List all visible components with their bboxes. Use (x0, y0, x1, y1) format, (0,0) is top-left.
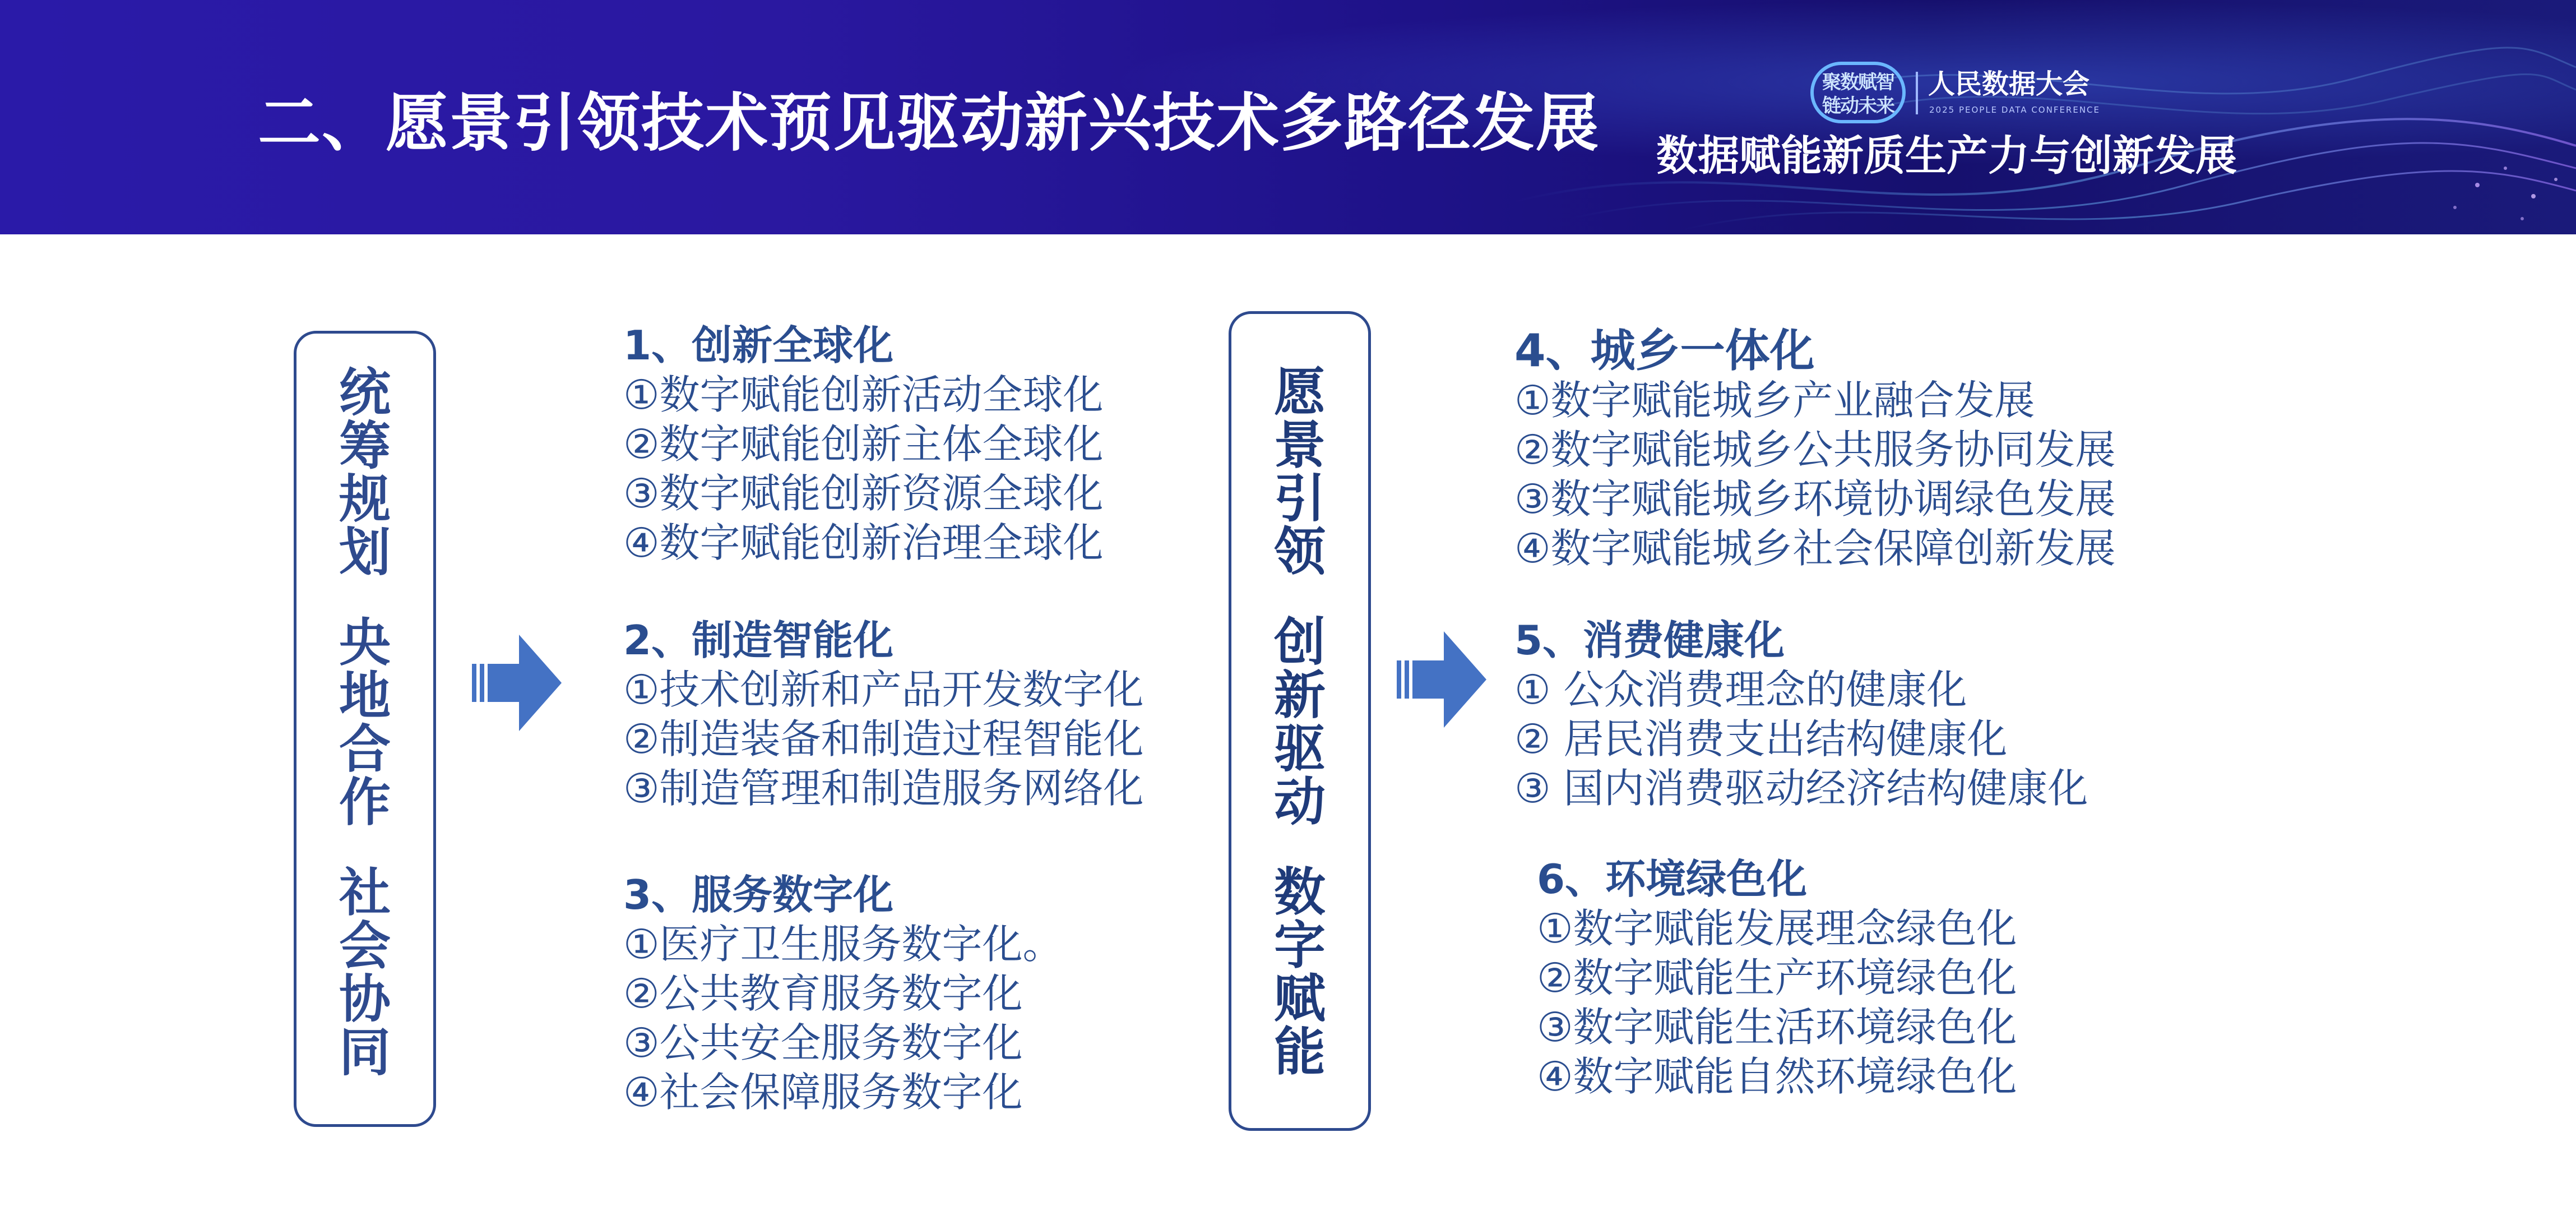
header-banner (0, 0, 2576, 234)
vertical-char: 同 (339, 1023, 391, 1083)
left-group-1 (337, 363, 393, 583)
vertical-char: 协 (339, 969, 391, 1029)
left-vertical-box (294, 331, 436, 1127)
vertical-char: 赋 (1273, 969, 1326, 1029)
vertical-char: 愿 (1273, 362, 1326, 422)
section-innovation-globalization (623, 321, 1104, 567)
section-item: ②数字赋能创新主体全球化 (623, 420, 1104, 468)
section-item: ①数字赋能创新活动全球化 (623, 371, 1104, 418)
section-item: ②制造装备和制造过程智能化 (623, 715, 1144, 762)
logo-name: 人民数据大会 (1928, 68, 2090, 100)
right-arrow-icon (1397, 631, 1486, 728)
middle-group-1 (1272, 362, 1328, 582)
section-item: ③ 国内消费驱动经济结构健康化 (1514, 765, 2088, 812)
section-heading: 2、制造智能化 (623, 617, 894, 664)
vertical-char: 社 (339, 863, 391, 923)
section-item: ④数字赋能创新治理全球化 (623, 519, 1104, 566)
vertical-char: 创 (1273, 612, 1326, 672)
vertical-char: 会 (339, 916, 391, 976)
section-item: ②公共教育服务数字化 (623, 970, 1023, 1017)
middle-vertical-box (1229, 311, 1371, 1131)
vertical-char: 规 (339, 469, 391, 529)
section-green-environment (1537, 854, 2017, 1101)
vertical-char: 领 (1273, 522, 1326, 582)
vertical-char: 划 (339, 523, 391, 583)
section-urban-rural-integration (1514, 326, 2116, 573)
section-item: ④数字赋能城乡社会保障创新发展 (1514, 525, 2116, 572)
vertical-char: 地 (339, 666, 391, 726)
vertical-char: 新 (1273, 666, 1326, 725)
vertical-char: 央 (339, 613, 391, 673)
section-item: ①技术创新和产品开发数字化 (623, 666, 1144, 713)
section-service-digitalization (623, 870, 1063, 1117)
logo-mark-line2: 链动未来 (1822, 95, 1894, 117)
vertical-char: 合 (339, 719, 391, 779)
section-item: ④数字赋能自然环境绿色化 (1537, 1053, 2017, 1100)
left-group-2 (337, 613, 393, 833)
section-item: ①医疗卫生服务数字化。 (623, 921, 1063, 968)
vertical-char: 能 (1273, 1022, 1326, 1082)
section-item: ③数字赋能城乡环境协调绿色发展 (1514, 475, 2116, 523)
section-healthy-consumption (1514, 616, 2088, 813)
section-item: ④社会保障服务数字化 (623, 1069, 1023, 1116)
vertical-char: 统 (339, 363, 391, 423)
section-item: ②数字赋能生产环境绿色化 (1537, 954, 2017, 1001)
right-arrow-icon (472, 635, 562, 731)
section-heading: 6、环境绿色化 (1537, 856, 1808, 903)
conference-logo (1810, 62, 2124, 123)
vertical-char: 驱 (1273, 719, 1326, 779)
vertical-char: 字 (1273, 916, 1326, 976)
logo-divider (1916, 72, 1918, 114)
middle-group-3 (1272, 862, 1328, 1082)
logo-mark-icon (1810, 62, 1906, 123)
logo-mark-line1: 聚数赋智 (1822, 71, 1894, 94)
section-item: ① 公众消费理念的健康化 (1514, 666, 1967, 713)
section-item: ② 居民消费支出结构健康化 (1514, 715, 2008, 762)
section-item: ①数字赋能发展理念绿色化 (1537, 905, 2017, 952)
vertical-char: 作 (339, 773, 391, 833)
conference-subtitle: 数据赋能新质生产力与创新发展 (1656, 132, 2237, 180)
section-item: ③公共安全服务数字化 (623, 1019, 1023, 1066)
middle-group-2 (1272, 612, 1328, 832)
vertical-char: 景 (1273, 415, 1326, 475)
section-heading: 5、消费健康化 (1514, 617, 1785, 664)
section-heading: 3、服务数字化 (623, 871, 894, 918)
vertical-char: 引 (1273, 469, 1326, 529)
vertical-char: 筹 (339, 416, 391, 476)
left-group-3 (337, 863, 393, 1083)
logo-subtitle: 2025 PEOPLE DATA CONFERENCE (1929, 105, 2101, 115)
vertical-char: 数 (1273, 862, 1326, 922)
section-item: ①数字赋能城乡产业融合发展 (1514, 377, 2035, 424)
section-item: ③数字赋能生活环境绿色化 (1537, 1004, 2017, 1051)
section-item: ②数字赋能城乡公共服务协同发展 (1514, 426, 2116, 473)
section-item: ③制造管理和制造服务网络化 (623, 765, 1144, 812)
section-item: ③数字赋能创新资源全球化 (623, 470, 1104, 517)
section-manufacturing-intelligence (623, 616, 1144, 813)
vertical-char: 动 (1273, 772, 1326, 832)
section-heading: 1、创新全球化 (623, 322, 894, 369)
section-heading: 4、城乡一体化 (1514, 325, 1815, 377)
page-title: 二、愿景引领技术预见驱动新兴技术多路径发展 (258, 87, 1600, 160)
